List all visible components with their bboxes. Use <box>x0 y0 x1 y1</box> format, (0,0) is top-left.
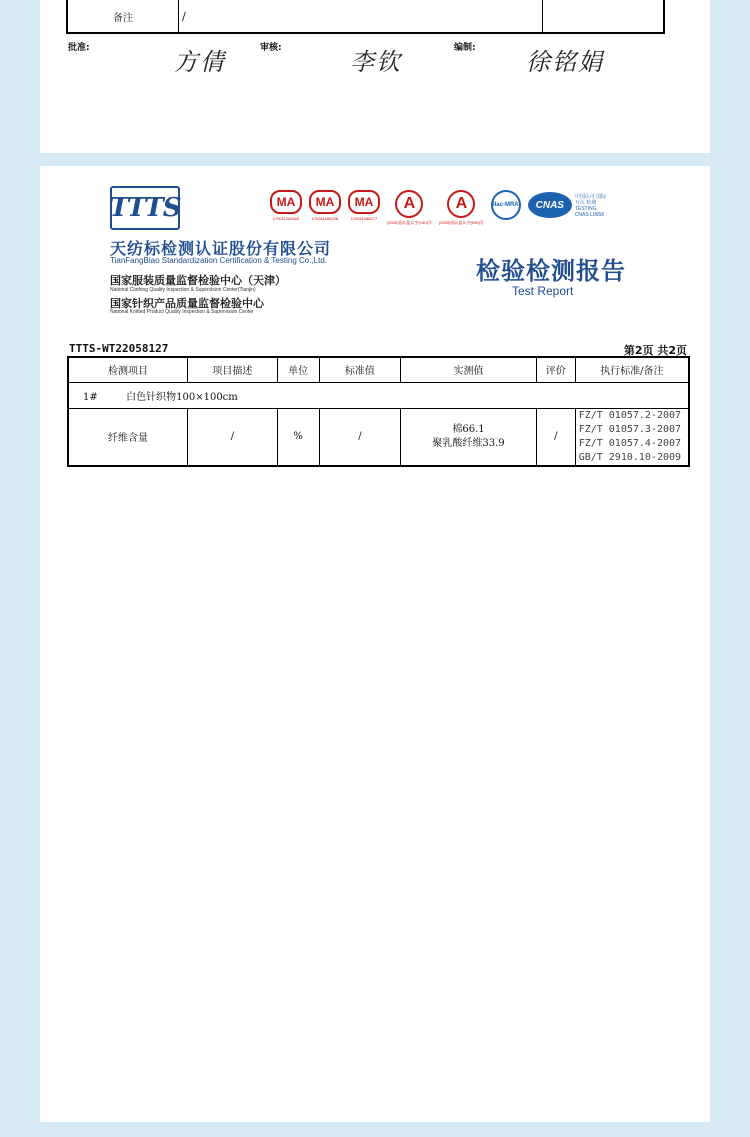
report-number: TTTS-WT22058127 <box>69 342 169 355</box>
cal-mark-1: A (2020)国认监认字(140)号 <box>387 190 432 226</box>
standard-1: FZ/T 01057.2-2007 <box>578 409 682 421</box>
cell-standard: / <box>319 408 401 466</box>
header-unit: 单位 <box>277 357 319 382</box>
center2-name-cn: 国家针织产品质量监督检验中心 <box>110 297 264 310</box>
ilac-mark <box>491 190 521 220</box>
cell-unit: % <box>277 408 319 466</box>
cnas-note: 中国认可 国际互认 检测 TESTING CNAS L0658 <box>574 194 607 218</box>
header-description: 项目描述 <box>188 357 278 382</box>
sample-description: 白色针织物100×100cm <box>126 391 238 403</box>
cma-icon: MA <box>270 190 302 214</box>
cell-description: / <box>188 408 278 466</box>
accreditation-marks <box>270 190 611 230</box>
table-header-row <box>68 357 689 382</box>
report-title-en: Test Report <box>512 284 574 298</box>
header-evaluation: 评价 <box>536 357 575 382</box>
header-standard-value: 标准值 <box>319 357 401 382</box>
sample-row <box>68 382 689 408</box>
cell-evaluation: / <box>536 408 575 466</box>
review-label: 审核: <box>260 43 282 53</box>
report-title-cn: 检验检测报告 <box>476 256 626 285</box>
header-standard-remark: 执行标准/备注 <box>575 357 689 382</box>
review-signature: 李钦 <box>350 48 402 76</box>
cma-mark-3: MA 170011265277 <box>348 190 380 221</box>
company-name-cn: 天纺标检测认证股份有限公司 <box>110 239 332 258</box>
standard-4: GB/T 2910.10-2009 <box>578 451 682 463</box>
cell-item: 纤维含量 <box>68 408 188 466</box>
page-number: 第2页 共2页 <box>623 344 687 357</box>
cell-result <box>401 408 537 466</box>
logo-text: TTTS <box>109 193 181 223</box>
test-results-table <box>67 356 690 467</box>
compile-label: 编制: <box>454 43 476 53</box>
result-pla: 聚乳酸纤维33.9 <box>432 437 505 449</box>
center2-name-en: National Knitted Product Quality Inspection & Supervision Center <box>110 309 254 315</box>
approve-label: 批准: <box>68 43 90 53</box>
center1-name-cn: 国家服装质量监督检验中心（天津） <box>110 274 286 287</box>
cma-mark-1: MA 170011263903 <box>270 190 302 221</box>
cal-mark-2: A (2020)国认监认字(090)号 <box>439 190 484 226</box>
standard-2: FZ/T 01057.3-2007 <box>578 423 682 435</box>
remark-value: / <box>179 0 543 32</box>
sample-cell <box>68 382 689 408</box>
signature-row <box>66 40 686 80</box>
cma-icon: MA <box>348 190 380 214</box>
center1-name-en: National Clothing Quality Inspection & Supervision Center(Tianjin) <box>110 287 256 293</box>
standard-3: FZ/T 01057.4-2007 <box>578 437 682 449</box>
cma-mark-2: MA 170011260226 <box>309 190 341 221</box>
ttts-logo <box>110 186 180 230</box>
remark-row <box>66 0 665 34</box>
cal-icon: A <box>447 190 475 218</box>
cnas-icon: CNAS <box>528 192 572 218</box>
report-page-2 <box>40 166 710 1122</box>
company-name-en: TianFangBiao Standardization Certification & Testing Co.,Ltd. <box>110 256 328 265</box>
cell-standards <box>575 408 689 466</box>
compile-signature: 徐铭娟 <box>526 48 604 76</box>
result-cotton: 棉66.1 <box>452 423 485 435</box>
remark-label: 备注 <box>68 0 179 32</box>
header-measured-value: 实测值 <box>401 357 537 382</box>
table-row <box>68 408 689 466</box>
cnas-mark <box>528 190 611 218</box>
cma-icon: MA <box>309 190 341 214</box>
report-page-1-tail <box>40 0 710 153</box>
ilac-mra-icon: ilac-MRA <box>491 190 521 220</box>
sample-label: 1# <box>83 391 98 403</box>
header-test-item: 检测项目 <box>68 357 188 382</box>
cal-icon: A <box>395 190 423 218</box>
approve-signature: 方倩 <box>174 48 226 76</box>
